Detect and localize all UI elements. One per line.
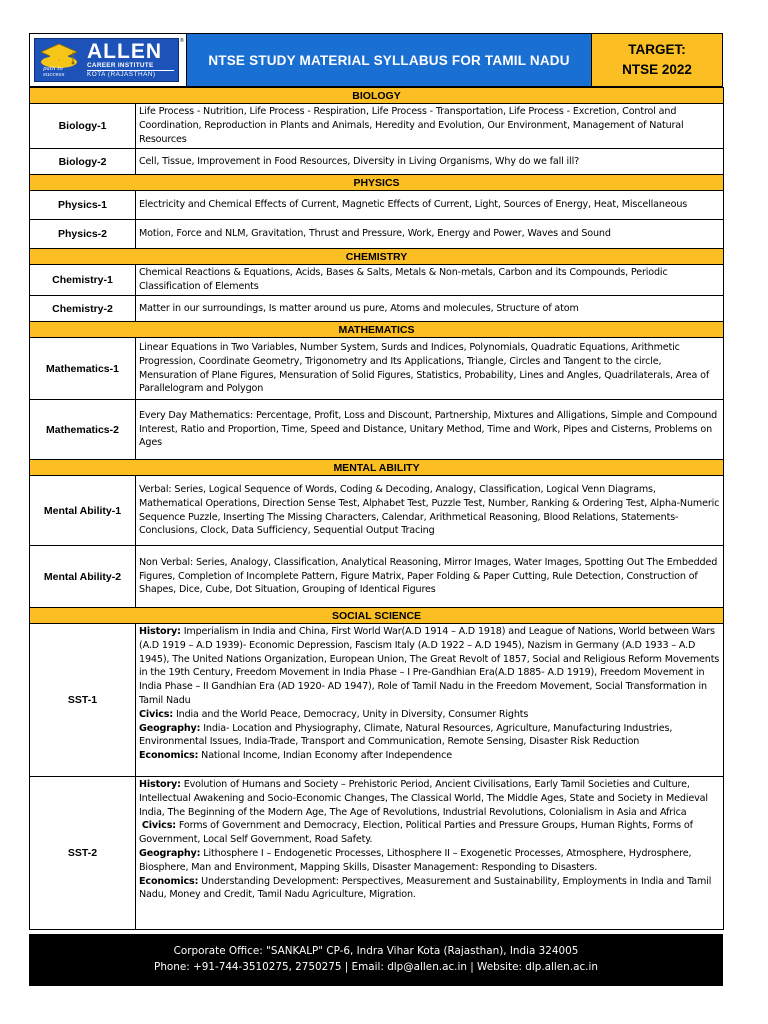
section-social-science [30, 608, 724, 624]
target-value: NTSE 2022 [622, 62, 692, 77]
civics-topics: India and the World Peace, Democracy, Unity in Diversity, Consumer Rights [173, 708, 529, 720]
row-label: Biology-1 [30, 104, 136, 149]
economics-topics: Understanding Development: Perspectives, Measurement and Sustainability, Employments in India and Tamil Nadu, Money and Credit, Tamil Nadu Agriculture, Migration. [139, 875, 712, 901]
section-title: CHEMISTRY [30, 249, 724, 265]
footer [29, 934, 723, 986]
row-label: Mathematics-1 [30, 338, 136, 400]
table-row [30, 265, 724, 296]
logo-tagline: path to success [43, 66, 65, 78]
history-topics: Evolution of Humans and Society – Prehistoric Period, Ancient Civilisations, Early Tamil Societies and Culture, Intellectual Awakening and Socio-Economic Changes, The Classical World, The Middle Ages, State and Society in Medieval India, The Beginning of the Modern Age, The Age of Revolutions, Industrial Revolutions, Colonialism in Asia and Africa [139, 779, 708, 818]
page-title: NTSE STUDY MATERIAL SYLLABUS FOR TAMIL NADU [187, 34, 591, 86]
section-title: MENTAL ABILITY [30, 460, 724, 476]
row-topics: Verbal: Series, Logical Sequence of Words, Coding & Decoding, Analogy, Classification, Logical Venn Diagrams, Mathematical Operations, Direction Sense Test, Alphabet Test, Puzzle Test, Number, Ranking & Ordering Test, Alpha-Numeric Sequence Puzzle, Inserting The Missing Characters, Calendar, Arithmetical Reasoning, Blood Relations, Statements-Conclusions, Clock, Data Sufficiency, Sequential Output Tracing [136, 476, 724, 546]
row-label: SST-2 [30, 777, 136, 930]
table-row [30, 220, 724, 249]
logo-box [34, 38, 179, 82]
section-mathematics [30, 322, 724, 338]
table-row [30, 191, 724, 220]
economics-heading: Economics: [139, 875, 199, 887]
header-bar [29, 33, 723, 87]
allen-logo [30, 34, 187, 86]
footer-address: Corporate Office: "SANKALP" CP-6, Indra Vihar Kota (Rajasthan), India 324005 [173, 945, 579, 957]
row-topics: Chemical Reactions & Equations, Acids, Bases & Salts, Metals & Non-metals, Carbon and its Compounds, Periodic Classification of Elements [136, 265, 724, 296]
row-label: Mental Ability-1 [30, 476, 136, 546]
civics-topics: Forms of Government and Democracy, Election, Political Parties and Pressure Groups, Human Rights, Forms of Government, Local Self Government, Road Safety. [139, 820, 693, 846]
row-label: Mathematics-2 [30, 400, 136, 460]
row-topics: Life Process - Nutrition, Life Process - Respiration, Life Process - Transportation, Life Process - Excretion, Control and Coordination, Reproduction in Plants and Animals, Heredity and Evolution, Our Environment, Management of Natural Resources [136, 104, 724, 149]
geography-topics: Lithosphere I – Endogenetic Processes, Lithosphere II – Exogenetic Processes, Atmosphere, Hydrosphere, Biosphere, Man and Environment, Mapping Skills, Disaster Management: Responding to Disasters. [139, 847, 692, 873]
row-topics: Every Day Mathematics: Percentage, Profit, Loss and Discount, Partnership, Mixtures and Alligations, Simple and Compound Interest, Ratio and Proportion, Time, Speed and Distance, Unitary Method, Time and Work, Pipes and Cisterns, Problems on Ages [136, 400, 724, 460]
table-row [30, 338, 724, 400]
logo-brand: ALLEN [87, 39, 162, 63]
logo-city: KOTA (RAJASTHAN) [87, 70, 174, 79]
section-mental-ability [30, 460, 724, 476]
row-topics: Non Verbal: Series, Analogy, Classification, Analytical Reasoning, Mirror Images, Water Images, Spotting Out The Embedded Figures, Completion of Incomplete Pattern, Figure Matrix, Paper Folding & Paper Cutting, Rule Detection, Construction of Shapes, Dice, Cube, Dot Situation, Grouping of Identical Figures [136, 546, 724, 608]
history-heading: History: [139, 779, 181, 790]
logo-text [85, 39, 178, 81]
economics-topics: National Income, Indian Economy after Independence [198, 750, 452, 762]
section-title: MATHEMATICS [30, 322, 724, 338]
section-title: BIOLOGY [30, 88, 724, 104]
geography-heading: Geography: [139, 847, 201, 859]
row-topics [136, 777, 724, 930]
table-row [30, 624, 724, 777]
section-biology [30, 88, 724, 104]
table-row [30, 546, 724, 608]
economics-heading: Economics: [139, 750, 199, 762]
geography-topics: India- Location and Physiography, Climate, Natural Resources, Agriculture, Manufacturing Industries, Environmental Issues, India-Trade, Transport and Communication, Remote Sensing, Disaster Risk Reduction [139, 722, 673, 748]
row-topics: Motion, Force and NLM, Gravitation, Thrust and Pressure, Work, Energy and Power, Waves and Sound [136, 220, 724, 249]
section-title: SOCIAL SCIENCE [30, 608, 724, 624]
target-box [591, 34, 722, 86]
row-label: Mental Ability-2 [30, 546, 136, 608]
civics-heading: Civics: [141, 820, 176, 832]
section-chemistry [30, 249, 724, 265]
section-title: PHYSICS [30, 175, 724, 191]
footer-contact: Phone: +91-744-3510275, 2750275 | Email: dlp@allen.ac.in | Website: dlp.allen.ac.in [154, 961, 598, 973]
target-label: TARGET: [628, 42, 686, 57]
syllabus-sheet [29, 33, 723, 930]
row-topics [136, 624, 724, 777]
row-topics: Linear Equations in Two Variables, Number System, Surds and Indices, Polynomials, Quadratic Equations, Arithmetic Progression, Coordinate Geometry, Trigonometry and Its Applications, Triangle, Circles and Tangent to the circle, Mensuration of Plane Figures, Mensuration of Solid Figures, Statistics, Probability, Lines and Angles, Quadrilaterals, Area of Parallelogram and Polygon [136, 338, 724, 400]
row-topics: Matter in our surroundings, Is matter around us pure, Atoms and molecules, Structure of atom [136, 296, 724, 322]
row-label: Chemistry-2 [30, 296, 136, 322]
logo-subtitle: CAREER INSTITUTE [87, 61, 154, 69]
civics-heading: Civics: [139, 708, 174, 720]
logo-emblem [35, 39, 85, 81]
table-row [30, 296, 724, 322]
row-label: Physics-1 [30, 191, 136, 220]
row-label: Chemistry-1 [30, 265, 136, 296]
table-row [30, 476, 724, 546]
row-label: Biology-2 [30, 149, 136, 175]
table-row [30, 400, 724, 460]
table-row [30, 104, 724, 149]
history-heading: History: [139, 626, 181, 637]
row-topics: Cell, Tissue, Improvement in Food Resources, Diversity in Living Organisms, Why do we fall ill? [136, 149, 724, 175]
section-physics [30, 175, 724, 191]
registered-mark: ® [180, 38, 184, 44]
row-label: SST-1 [30, 624, 136, 777]
history-topics: Imperialism in India and China, First World War(A.D 1914 – A.D 1918) and League of Nations, World between Wars (A.D 1919 – A.D 1939)- Economic Depression, Fascism Italy (A.D 1922 – A.D 1945), Nazism in Germany (A.D 1933 – A.D 1945), The United Nations Organization, European Union, The Great Revolt of 1857, Social and Religious Reform Movements in the 19th Century, Freedom Movement in India Phase – I Pre-Gandhian Era(A.D 1885- A.D 1919), Freedom Movement in India Phase – II Gandhian Era (AD 1920- AD 1947), Role of Tamil Nadu in the Freedom Movement, Social Transformation in Tamil Nadu [139, 626, 720, 706]
table-row [30, 777, 724, 930]
table-row [30, 149, 724, 175]
syllabus-table [29, 87, 724, 930]
geography-heading: Geography: [139, 722, 201, 734]
row-label: Physics-2 [30, 220, 136, 249]
row-topics: Electricity and Chemical Effects of Current, Magnetic Effects of Current, Light, Sources of Energy, Heat, Miscellaneous [136, 191, 724, 220]
